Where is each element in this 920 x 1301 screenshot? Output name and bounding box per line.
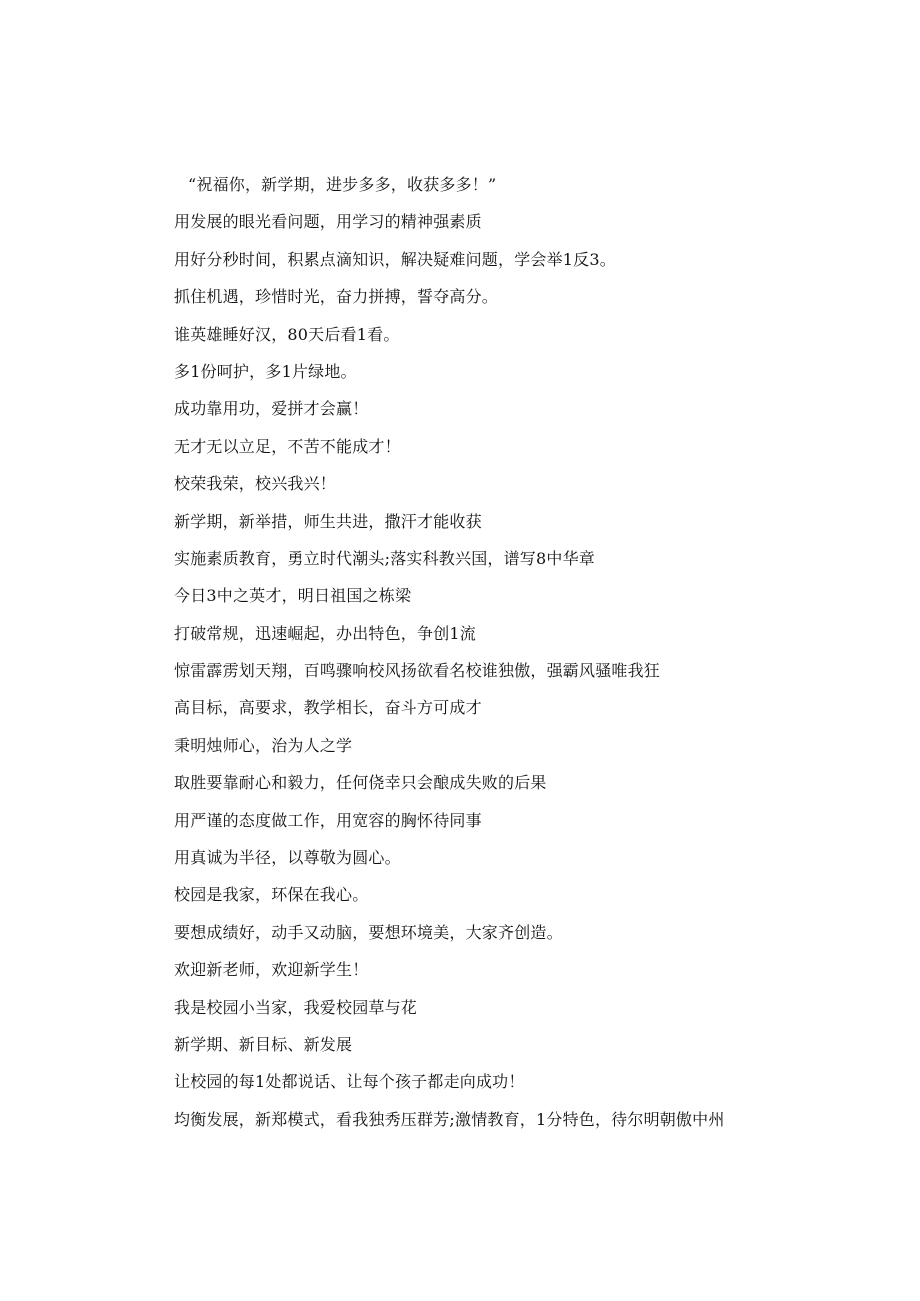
- slogan-line: 用真诚为半径，以尊敬为圆心。: [174, 848, 401, 868]
- slogan-line: 打破常规，迅速崛起，办出特色，争创1流: [174, 623, 476, 643]
- slogan-line: 取胜要靠耐心和毅力，任何侥幸只会酿成失败的后果: [174, 773, 547, 793]
- slogan-line: 多1份呵护，多1片绿地。: [174, 361, 357, 381]
- slogan-line: 用发展的眼光看问题，用学习的精神强素质: [174, 212, 482, 232]
- slogan-line: 校园是我家，环保在我心。: [174, 885, 369, 905]
- slogan-line: “祝福你，新学期，进步多多，收获多多！”: [188, 175, 497, 194]
- slogan-line: 用好分秒时间，积累点滴知识，解决疑难问题，学会举1反3。: [174, 249, 616, 269]
- slogan-line: 实施素质教育，勇立时代潮头;落实科教兴国，谱写8中华章: [174, 548, 595, 568]
- slogan-line: 新学期、新目标、新发展: [174, 1034, 353, 1054]
- slogan-line: 用严谨的态度做工作，用宽容的胸怀待同事: [174, 810, 482, 830]
- slogan-line: 惊雷霹雳划天翔，百鸣骤响校风扬欲看名校谁独傲，强霸风骚唯我狂: [174, 661, 661, 681]
- slogan-line: 欢迎新老师，欢迎新学生！: [174, 960, 369, 980]
- slogan-line: 成功靠用功，爱拼才会赢！: [174, 399, 369, 419]
- slogan-line: 新学期，新举措，师生共进，撒汗才能收获: [174, 511, 482, 531]
- slogan-line: 无才无以立足，不苦不能成才！: [174, 436, 401, 456]
- slogan-line: 谁英雄睡好汉，80天后看1看。: [174, 324, 400, 344]
- slogan-line: 让校园的每1处都说话、让每个孩子都走向成功！: [174, 1072, 525, 1092]
- slogan-line: 抓住机遇，珍惜时光，奋力拼搏，誓夺高分。: [174, 287, 499, 307]
- slogan-line: 我是校园小当家，我爱校园草与花: [174, 997, 418, 1017]
- slogan-line: 高目标，高要求，教学相长，奋斗方可成才: [174, 698, 482, 718]
- slogan-list: [174, 166, 874, 1138]
- slogan-line: 校荣我荣，校兴我兴！: [174, 474, 337, 494]
- slogan-line: 均衡发展，新郑模式，看我独秀压群芳;激情教育，1分特色，待尔明朝傲中州: [174, 1109, 725, 1129]
- slogan-line: 今日3中之英才，明日祖国之栋梁: [174, 586, 412, 606]
- slogan-line: 秉明烛师心，治为人之学: [174, 735, 353, 755]
- slogan-line: 要想成绩好，动手又动脑，要想环境美，大家齐创造。: [174, 922, 563, 942]
